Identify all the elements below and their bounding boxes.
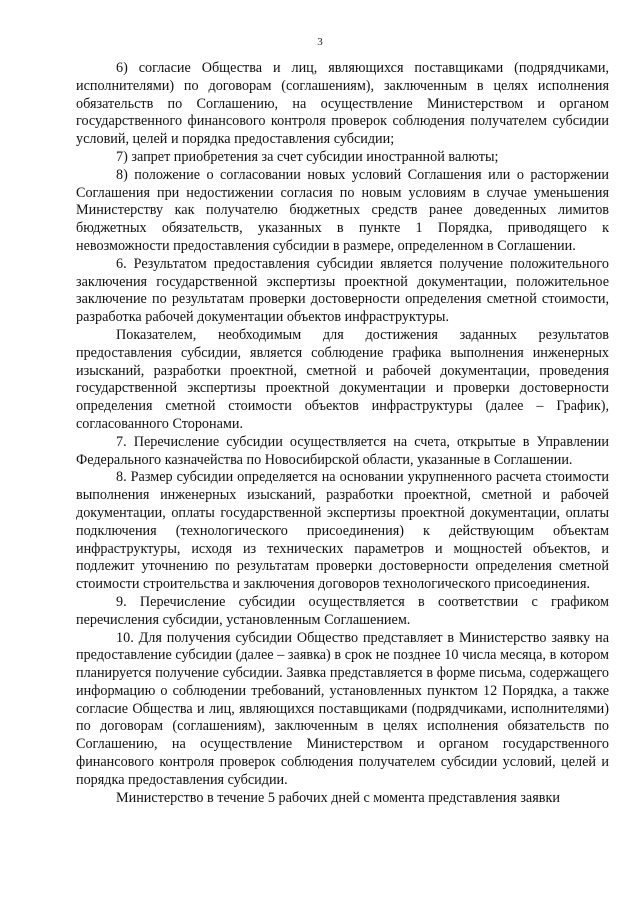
page-number: 3 — [317, 36, 323, 48]
paragraph-clause-6-result: 6. Результатом предоставления субсидии является получение положительного заключения государственной экспертизы проектной документации, положительное заключение по результатам проверки достоверности определения сметной стоимости, разработка рабочей документации объектов инфраструктуры. — [76, 255, 609, 326]
paragraph-clause-8-amount: 8. Размер субсидии определяется на основании укрупненного расчета стоимости выполнения инженерных изысканий, разработки проектной, сметной и рабочей документации, оплаты государственной экспертизы проектной документации, оплаты подключения (технологического присоединения) к действующим объектам инфраструктуры, исходя из технических параметров и мощностей объектов, и подлежит уточнению по результатам проверки достоверности определения сметной стоимости строительства и заключения договоров технологического присоединения. — [76, 469, 609, 593]
paragraph-item-7-currency-ban: 7) запрет приобретения за счет субсидии иностранной валюты; — [116, 148, 499, 165]
paragraph-ministry-review: Министерство в течение 5 рабочих дней с момента представления заявки — [116, 789, 560, 806]
paragraph-item-6-consent: 6) согласие Общества и лиц, являющихся поставщиками (подрядчиками, исполнителями) по договорам (соглашениям), заключенным в целях исполнения обязательств по Соглашению, на осуществление Министерством и органом государственного финансового контроля проверок соблюдения получателем субсидии условий, целей и порядка предоставления субсидии; — [76, 60, 609, 148]
paragraph-item-8-new-conditions: 8) положение о согласовании новых условий Соглашения или о расторжении Соглашения при недостижении согласия по новым условиям в случае уменьшения Министерству как получателю бюджетных средств ранее доведенных лимитов бюджетных обязательств, указанных в пункте 1 Порядка, приводящего к невозможности предоставления субсидии в размере, определенном в Соглашении. — [76, 166, 609, 254]
paragraph-clause-7-transfer: 7. Перечисление субсидии осуществляется на счета, открытые в Управлении Федерального казначейства по Новосибирской области, указанные в Соглашении. — [76, 433, 609, 468]
paragraph-clause-9-schedule: 9. Перечисление субсидии осуществляется в соответствии с графиком перечисления субсидии, установленным Соглашением. — [76, 593, 609, 628]
document-body — [76, 60, 609, 807]
paragraph-clause-10-application: 10. Для получения субсидии Общество представляет в Министерство заявку на предоставление субсидии (далее – заявка) в срок не позднее 10 числа месяца, в котором планируется получение субсидии. Заявка представляется в форме письма, содержащего информацию о соблюдении требований, установленных пунктом 12 Порядка, а также согласие Общества и лиц, являющихся поставщиками (подрядчиками, исполнителями) по договорам (соглашениям), заключенным в целях исполнения обязательств по Соглашению, на осуществление Министерством и органом государственного финансового контроля проверок соблюдения получателем субсидии условий, целей и порядка предоставления субсидии. — [76, 629, 609, 788]
paragraph-indicator: Показателем, необходимым для достижения заданных результатов предоставления субсидии, является соблюдение графика выполнения инженерных изысканий, разработки проектной, сметной и рабочей документации, проведения государственной экспертизы проектной документации и проверки достоверности определения сметной стоимости объектов инфраструктуры (далее – График), согласованного Сторонами. — [76, 326, 609, 432]
